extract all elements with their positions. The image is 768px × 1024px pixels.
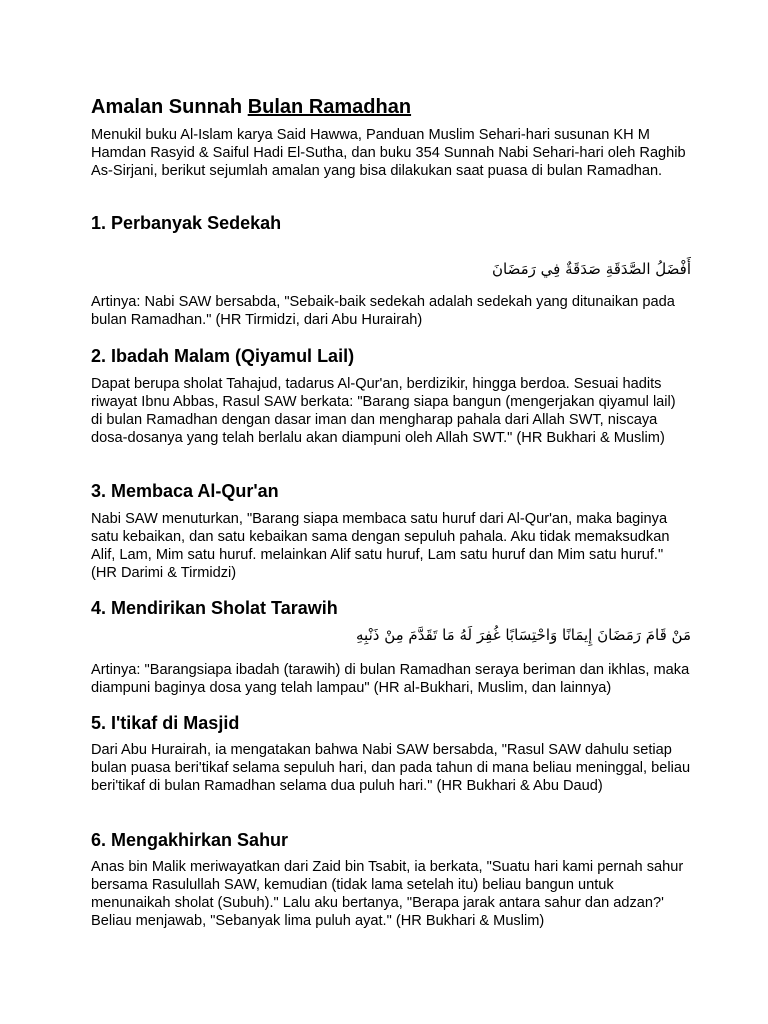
- section-heading-3: 3. Membaca Al-Qur'an: [91, 481, 279, 501]
- section-text-6: Anas bin Malik meriwayatkan dari Zaid bin Tsabit, ia berkata, "Suatu hari kami pernah sahur bersama Rasulullah SAW, kemudian (tidak lama setelah itu) beliau bangun untuk menunaikah sholat (Subuh)." Lalu aku bertanya, "Berapa jarak antara sahur dan adzan?' Beliau menjawab, "Sebanyak lima puluh ayat." (HR Bukhari & Muslim): [91, 859, 684, 929]
- title-link[interactable]: Bulan Ramadhan: [247, 96, 412, 118]
- arabic-hadith-1: أَفْضَلُ الصَّدَقَةِ صَدَقَةٌ فِي رَمَضَانَ: [492, 260, 691, 278]
- section-heading-1: 1. Perbanyak Sedekah: [91, 213, 282, 233]
- title-text: Amalan Sunnah: [91, 96, 248, 118]
- section-text-4: Artinya: "Barangsiapa ibadah (tarawih) di bulan Ramadhan seraya beriman dan ikhlas, maka diampuni baginya dosa yang telah lampau" (HR al-Bukhari, Muslim, dan lainnya): [91, 662, 690, 696]
- section-text-2: Dapat berupa sholat Tahajud, tadarus Al-Qur'an, berdizikir, hingga berdoa. Sesuai hadits riwayat Ibnu Abbas, Rasul SAW berkata: "Barang siapa bangun (mengerjakan qiyamul lail) di bulan Ramadhan dengan dasar iman dan mengharap pahala dari Allah SWT, niscaya dosa-dosanya yang telah berlalu akan diampuni oleh Allah SWT." (HR Bukhari & Muslim): [91, 376, 676, 446]
- section-text-3: Nabi SAW menuturkan, "Barang siapa membaca satu huruf dari Al-Qur'an, maka baginya satu kebaikan, dan satu kebaikan sama dengan sepuluh pahala. Aku tidak memaksudkan Alif, Lam, Mim satu huruf. melainkan Alif satu huruf, Lam satu huruf dan Mim satu huruf." (HR Darimi & Tirmidzi): [91, 511, 670, 581]
- section-heading-5: 5. I'tikaf di Masjid: [91, 713, 240, 733]
- section-heading-6: 6. Mengakhirkan Sahur: [91, 830, 289, 850]
- section-heading-2: 2. Ibadah Malam (Qiyamul Lail): [91, 346, 355, 366]
- article-title: [91, 95, 691, 119]
- section-text-1: Artinya: Nabi SAW bersabda, "Sebaik-baik sedekah adalah sedekah yang ditunaikan pada bulan Ramadhan." (HR Tirmidzi, dari Abu Hurairah): [91, 294, 675, 328]
- section-heading-4: 4. Mendirikan Sholat Tarawih: [91, 598, 338, 618]
- section-text-5: Dari Abu Hurairah, ia mengatakan bahwa Nabi SAW bersabda, "Rasul SAW dahulu setiap bulan puasa beri'tikaf selama sepuluh hari, dan pada tahun di mana beliau meninggal, beliau beri'tikaf di bulan Ramadhan selama dua puluh hari." (HR Bukhari & Abu Daud): [91, 742, 691, 794]
- intro-paragraph: Menukil buku Al-Islam karya Said Hawwa, Panduan Muslim Sehari-hari susunan KH M Hamdan Rasyid & Saiful Hadi El-Sutha, dan buku 354 Sunnah Nabi Sehari-hari oleh Raghib As-Sirjani, berikut sejumlah amalan yang bisa dilakukan saat puasa di bulan Ramadhan.: [91, 127, 686, 179]
- arabic-hadith-4: مَنْ قَامَ رَمَضَانَ إِيمَانًا وَاحْتِسَابًا غُفِرَ لَهُ مَا تَقَدَّمَ مِنْ ذَنْبِهِ: [356, 626, 691, 644]
